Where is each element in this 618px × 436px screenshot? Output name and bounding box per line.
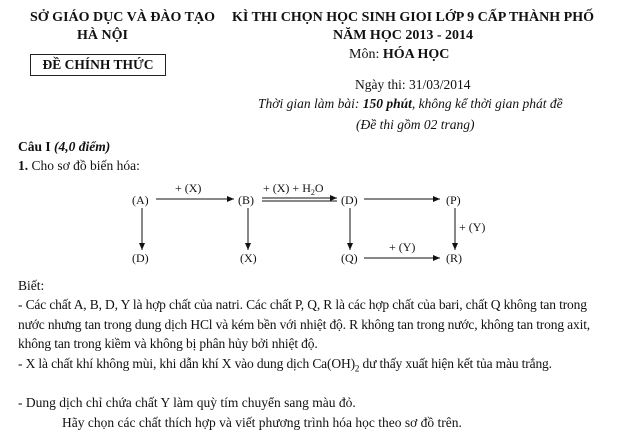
condition-3: - Dung dịch chỉ chứa chất Y làm quỳ tím chuyển sang màu đỏ. bbox=[18, 395, 356, 410]
duration-prefix: Thời gian làm bài: bbox=[258, 96, 360, 111]
condition-1: - Các chất A, B, D, Y là hợp chất của natri. Các chất P, Q, R là các hợp chất của bari, chất Q không tan trong nước nhưng tan trong dung dịch HCl và kém bền với nhiệt độ. R không tan trong nước, không tan trong axit, không tan trong kiềm và không bị phân hủy bởi nhiệt độ. bbox=[18, 297, 591, 351]
label-a-to-b: + (X) bbox=[175, 181, 202, 195]
node-x: (X) bbox=[240, 251, 257, 265]
label-q-to-r: + (Y) bbox=[389, 240, 416, 254]
subject-label: Môn: bbox=[349, 47, 380, 62]
node-r: (R) bbox=[446, 251, 462, 265]
node-b: (B) bbox=[238, 193, 254, 207]
official-exam-stamp: ĐỀ CHÍNH THỨC bbox=[30, 54, 166, 76]
department-city: HÀ NỘI bbox=[77, 28, 128, 43]
label-p-to-r: + (Y) bbox=[459, 220, 486, 234]
school-year: NĂM HỌC 2013 - 2014 bbox=[333, 28, 473, 43]
node-a: (A) bbox=[132, 193, 149, 207]
question-points: (4,0 điểm) bbox=[54, 139, 111, 154]
node-d-bottom: (D) bbox=[132, 251, 149, 265]
duration-value: 150 phút bbox=[362, 96, 412, 111]
instruction: Hãy chọn các chất thích hợp và viết phương trình hóa học theo sơ đồ trên. bbox=[62, 415, 462, 430]
department-name: SỞ GIÁO DỤC VÀ ĐÀO TẠO bbox=[30, 10, 216, 25]
exam-title: KÌ THI CHỌN HỌC SINH GIOI LỚP 9 CẤP THÀNH PHỐ bbox=[232, 10, 594, 25]
node-p: (P) bbox=[446, 193, 461, 207]
question-title: Câu I bbox=[18, 139, 51, 154]
condition-2: - X là chất khí không mùi, khi dẫn khí X vào dung dịch $Ca(OH)_2$ dư thấy xuất hiện kết tủa màu trắng. bbox=[18, 356, 552, 374]
item-number: 1. bbox=[18, 158, 29, 173]
duration-suffix: , không kể thời gian phát đề bbox=[411, 96, 563, 111]
subject-name: HÓA HỌC bbox=[382, 47, 450, 62]
known-label: Biết: bbox=[18, 278, 45, 293]
node-q: (Q) bbox=[341, 251, 358, 265]
exam-date: Ngày thi: 31/03/2014 bbox=[355, 77, 471, 92]
label-b-to-d: + $(X) + H_2O$ bbox=[263, 181, 324, 197]
node-d-top: (D) bbox=[341, 193, 358, 207]
item-text: Cho sơ đồ biến hóa: bbox=[31, 158, 140, 173]
page-count-note: (Đề thi gồm 02 trang) bbox=[356, 117, 475, 132]
